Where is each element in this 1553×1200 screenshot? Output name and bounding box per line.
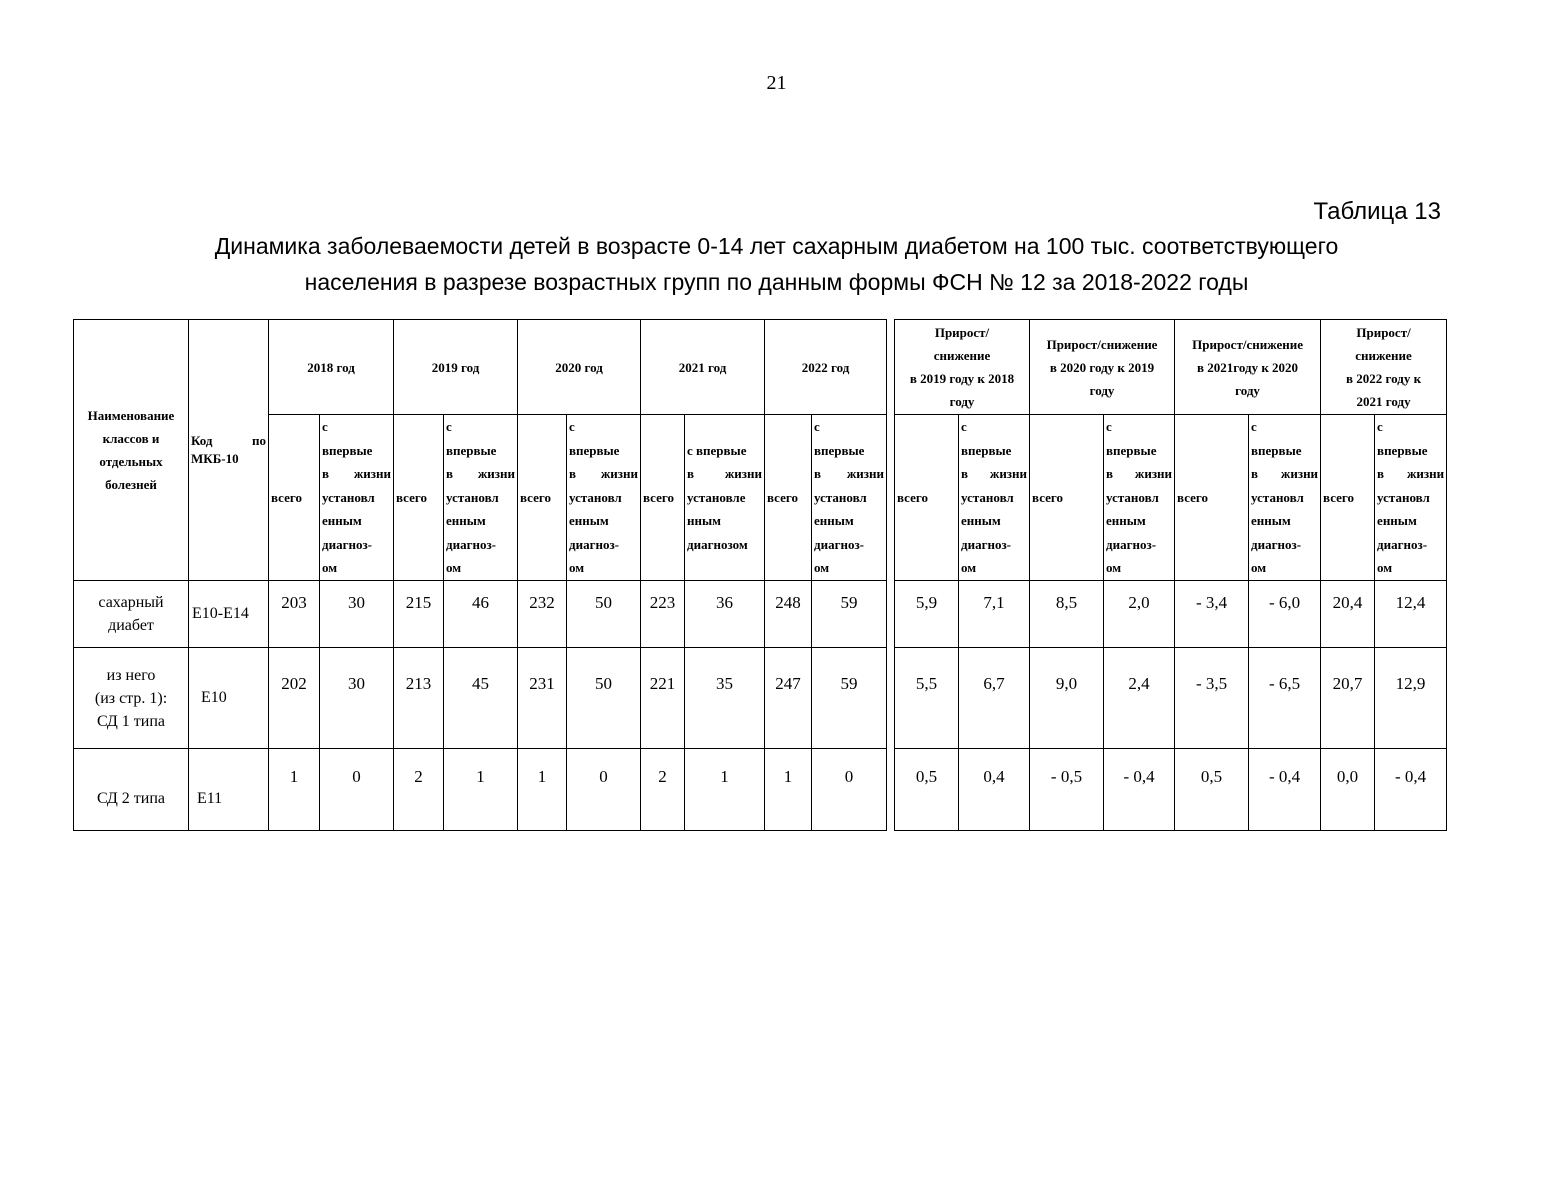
growth-cell: - 0,5 [1030,749,1104,831]
header-new-cases [812,415,887,581]
header-new-line: диагноз- [322,536,373,552]
value-cell: 2 [641,749,685,831]
growth-header-line: снижение [1355,348,1412,363]
header-new-line: впервые [1106,442,1157,458]
growth-cell: 2,4 [1104,648,1175,749]
row-disease-name [74,581,189,648]
value-cell: 59 [812,581,887,648]
growth-header-line: в 2022 году к [1346,371,1422,386]
header-new-word: жизни [846,466,884,481]
header-new-line: диагноз- [1251,536,1302,552]
header-code-line: МКБ-10 [191,451,239,466]
header-new-line: установл [1106,489,1159,505]
header-new-line: с [446,419,452,434]
row-name-line: СД 2 типа [96,790,165,807]
header-new-line: диагноз- [1106,536,1157,552]
row-icd-code: Е10-Е14 [189,581,269,648]
value-cell: 45 [444,648,518,749]
growth-cell: - 6,5 [1249,648,1321,749]
header-new-line [961,462,1029,486]
header-new-line [446,462,517,486]
value-cell: 223 [641,581,685,648]
header-name-line: болезней [105,477,157,492]
growth-cell: 0,5 [1175,749,1249,831]
header-new-line: ом [322,560,338,575]
value-cell: 1 [444,749,518,831]
header-growth-2019 [895,320,1030,415]
header-name-line: Наименование [87,408,175,423]
header-new-line: ом [814,560,830,575]
title-line: населения в разрезе возрастных групп по данным формы ФСН № 12 за 2018-2022 годы [304,269,1249,295]
header-new-line [687,415,764,439]
header-new-word: в [961,466,969,481]
value-cell: 248 [765,581,812,648]
header-new-word: в [446,466,454,481]
header-new-line: енным [1251,513,1291,528]
growth-header-line: в 2020 году к 2019 [1049,359,1155,375]
header-new-line: диагнозом [687,536,748,552]
table-row [74,749,887,831]
header-new-line: впервые [1377,442,1428,458]
growth-cell: - 0,4 [1104,749,1175,831]
growth-cell: 6,7 [959,648,1030,749]
row-disease-name [74,648,189,749]
header-total: всего [1175,415,1249,581]
growth-cell: 9,0 [1030,648,1104,749]
value-cell: 215 [394,581,444,648]
header-new-line: ом [446,560,462,575]
header-new-line: енным [961,513,1001,528]
header-new-line: диагноз- [961,536,1012,552]
growth-header-line: году [949,394,975,409]
header-new-line: впервые [961,442,1012,458]
header-new-line: установл [961,489,1014,505]
page-number: 21 [766,72,787,94]
header-total: всего [1321,415,1375,581]
header-new-line: с [1106,419,1112,434]
growth-table [894,319,1447,831]
growth-cell: 20,4 [1321,581,1375,648]
value-cell: 231 [518,648,567,749]
header-new-word: жизни [600,466,638,481]
growth-cell: - 6,0 [1249,581,1321,648]
value-cell: 247 [765,648,812,749]
header-new-word: жизни [1280,466,1319,481]
header-new-line: установл [814,489,867,505]
header-new-line [1251,462,1320,486]
row-name-line: диабет [108,617,154,634]
growth-cell: - 0,4 [1249,749,1321,831]
header-code-word: по [252,433,266,448]
value-cell: 213 [394,648,444,749]
header-total: всего [1030,415,1104,581]
growth-header-line: Прирост/снижение [1192,336,1303,352]
header-new-line: енным [814,513,854,528]
header-new-line [1106,462,1174,486]
growth-header-line: 2021 году [1356,394,1411,409]
table-title [100,228,1453,300]
growth-cell: - 0,4 [1375,749,1447,831]
header-new-word: жизни [1406,466,1445,481]
incidence-table [73,319,887,831]
value-cell: 203 [269,581,320,648]
growth-cell: - 3,5 [1175,648,1249,749]
header-new-line: нным [687,513,721,528]
header-year-2022: 2022 год [765,320,887,415]
header-new-line: установл [446,489,499,505]
value-cell: 46 [444,581,518,648]
table-row [895,648,1447,749]
header-new-line: установл [322,489,375,505]
header-new-word: в [814,466,822,481]
header-new-cases [1104,415,1175,581]
table-row [895,749,1447,831]
header-total: всего [394,415,444,581]
header-total: всего [269,415,320,581]
growth-cell: 2,0 [1104,581,1175,648]
value-cell: 0 [567,749,641,831]
header-code-word: Код [191,433,213,448]
growth-cell: 8,5 [1030,581,1104,648]
row-name-line: СД 1 типа [96,712,165,730]
growth-header-line: в 2019 году к 2018 [909,371,1015,386]
header-disease-name [74,320,189,581]
growth-cell: 0,5 [895,749,959,831]
header-new-line: впервые [814,442,865,458]
header-new-line: установл [1251,489,1304,505]
growth-header-line: снижение [933,348,991,363]
value-cell: 221 [641,648,685,749]
header-new-line: ом [1251,560,1267,575]
header-new-line: ом [961,560,977,575]
header-growth-2022 [1321,320,1447,415]
header-new-cases-2021 [685,415,765,581]
header-code-line [191,432,268,450]
header-new-line: с [1251,419,1257,434]
header-new-line: установл [569,489,622,505]
header-new-word: в [569,466,577,481]
row-name-line: сахарный [98,594,164,611]
header-new-line: диагноз- [1377,536,1428,552]
value-cell: 30 [320,648,394,749]
value-cell: 36 [685,581,765,648]
value-cell: 1 [765,749,812,831]
value-cell: 35 [685,648,765,749]
header-new-word: в [322,466,330,481]
growth-header-line: году [1235,382,1260,398]
header-new-line: с впервые [687,442,747,458]
growth-header-line: в 2021году к 2020 [1197,359,1299,375]
value-cell: 232 [518,581,567,648]
header-new-cases [959,415,1030,581]
row-disease-name [74,749,189,831]
value-cell: 50 [567,581,641,648]
header-new-line: енным [446,513,486,528]
header-new-word: жизни [353,466,391,481]
header-new-line: впервые [446,442,497,458]
growth-cell: - 3,4 [1175,581,1249,648]
header-new-line: диагноз- [814,536,865,552]
value-cell: 30 [320,581,394,648]
growth-cell: 0,0 [1321,749,1375,831]
title-line: Динамика заболеваемости детей в возрасте 0-14 лет сахарным диабетом на 100 тыс. соответствующего [214,233,1339,259]
header-new-line [569,462,640,486]
header-new-line: с [1377,419,1383,434]
header-new-line: енным [322,513,362,528]
growth-cell: 0,4 [959,749,1030,831]
value-cell: 1 [685,749,765,831]
header-new-line [1377,462,1446,486]
header-new-line: с [569,419,575,434]
growth-cell: 12,9 [1375,648,1447,749]
header-new-line: с [814,419,820,434]
header-new-line: диагноз- [569,536,620,552]
row-name-line: из него [106,666,156,684]
header-icd-code [189,320,269,581]
header-new-line: ом [569,560,585,575]
value-cell: 1 [269,749,320,831]
header-growth-2021 [1175,320,1321,415]
value-cell: 0 [320,749,394,831]
header-year-2020: 2020 год [518,320,641,415]
header-new-line [322,462,393,486]
header-new-line: с [322,419,328,434]
header-new-word: в [1106,466,1114,481]
growth-header-line: Прирост/ [934,325,990,340]
value-cell: 0 [812,749,887,831]
header-total: всего [895,415,959,581]
header-new-cases [1249,415,1321,581]
header-name-line: отдельных [99,454,163,469]
header-new-line: впервые [1251,442,1302,458]
header-year-2018: 2018 год [269,320,394,415]
growth-cell: 5,9 [895,581,959,648]
value-cell: 50 [567,648,641,749]
header-new-word: жизни [724,466,762,481]
growth-cell: 20,7 [1321,648,1375,749]
header-total: всего [518,415,567,581]
growth-header-line: Прирост/снижение [1046,336,1158,352]
header-name-line: классов и [102,431,160,446]
header-new-word: жизни [477,466,515,481]
value-cell: 59 [812,648,887,749]
header-new-word: жизни [1134,466,1173,481]
header-new-word: в [1251,466,1259,481]
header-total: всего [641,415,685,581]
header-new-line: ом [1106,560,1122,575]
header-new-line: ом [1377,560,1393,575]
table-row [74,648,887,749]
header-total: всего [765,415,812,581]
header-new-word: в [1377,466,1385,481]
value-cell: 2 [394,749,444,831]
header-new-line [814,462,886,486]
header-new-word: в [687,466,695,481]
growth-cell: 12,4 [1375,581,1447,648]
growth-header-line: году [1089,382,1115,398]
value-cell: 202 [269,648,320,749]
header-new-cases [567,415,641,581]
growth-header-line: Прирост/ [1356,325,1411,340]
header-new-cases [1375,415,1447,581]
growth-cell: 7,1 [959,581,1030,648]
header-new-cases [320,415,394,581]
table-row [74,581,887,648]
header-new-line: диагноз- [446,536,497,552]
header-new-line: установл [1377,489,1430,505]
value-cell: 1 [518,749,567,831]
header-new-cases [444,415,518,581]
header-new-line: с [961,419,967,434]
row-name-line: (из стр. 1): [94,689,168,707]
table-row [895,581,1447,648]
header-new-line: енным [1377,513,1417,528]
header-year-2021: 2021 год [641,320,765,415]
header-new-line: впервые [569,442,620,458]
header-new-word: жизни [989,466,1028,481]
header-new-line: енным [1106,513,1146,528]
header-new-line: установле [687,489,746,505]
header-year-2019: 2019 год [394,320,518,415]
growth-cell: 5,5 [895,648,959,749]
row-icd-code: Е10 [189,648,269,749]
header-growth-2020 [1030,320,1175,415]
header-new-line [687,462,764,486]
row-icd-code: Е11 [189,749,269,831]
table-label: Таблица 13 [1313,198,1441,225]
header-new-line: енным [569,513,609,528]
header-new-line: впервые [322,442,373,458]
